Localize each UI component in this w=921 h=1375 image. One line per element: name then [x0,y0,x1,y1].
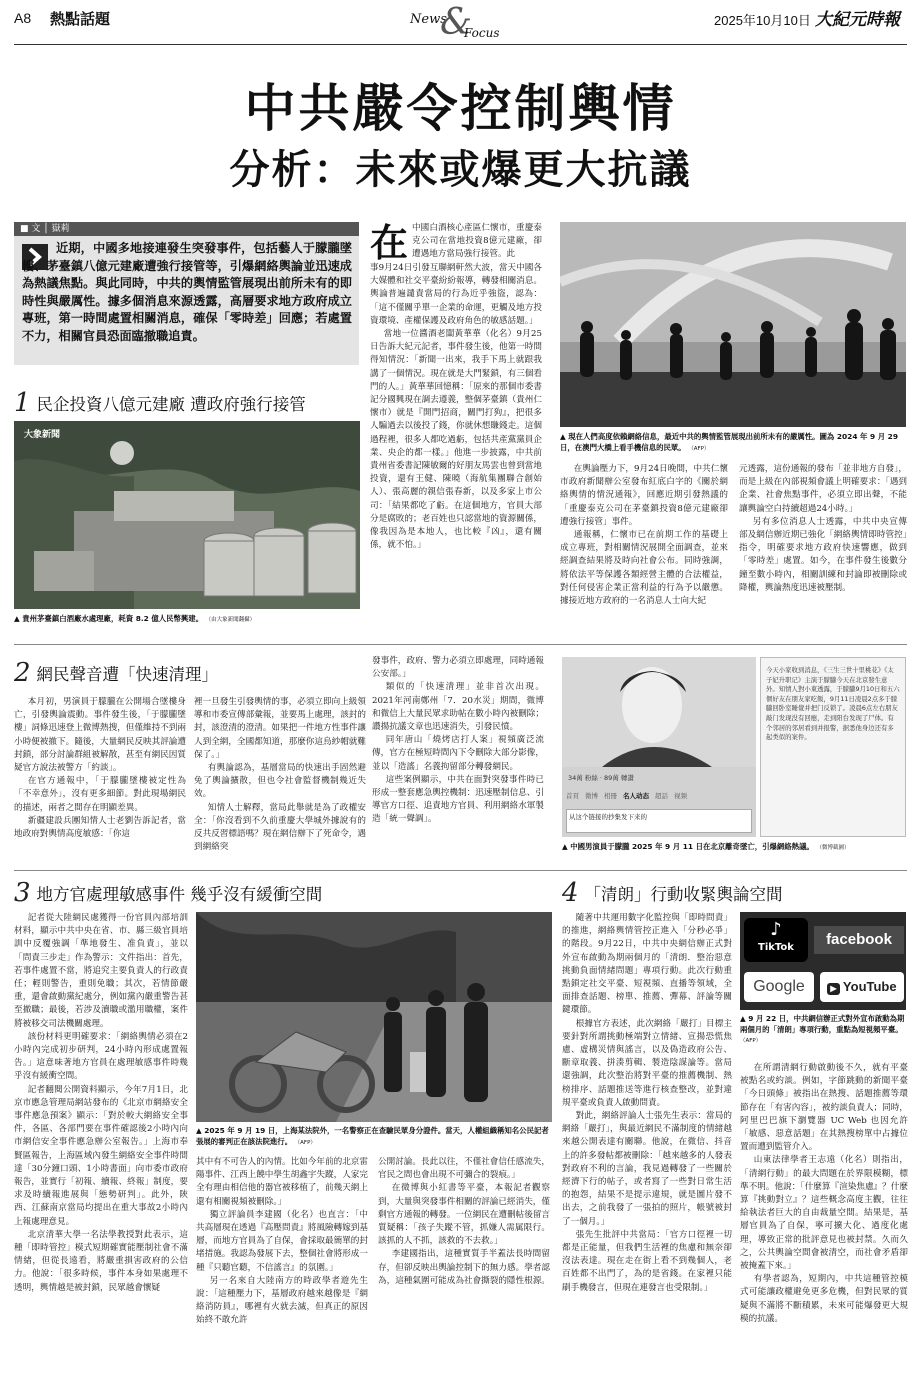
s4-column-2 [740,1062,908,1362]
s3-col1-p3: 記者翻閱公開資料顯示，今年7月1日，北京市應急管理局網站發布的《北京市網絡安全事件應急預案》顯示：「對於較大網絡安全事件，各區、各部門要在事件確認後2小時內向市網信安全事件應急辦公室報告。」上海市奉賢區報告，上海區域內發生網絡安全事件時間達「30分鐘口頭、1小時書面」向市委市政府報告，並實行「初報、續報、終報」制度，要求及時續報進展與「態勢研判」。此外，陝西、江蘇南京當局均提出在重大事故2小時內上報處理意見。 [14,1084,188,1227]
s3-col3-p2: 在微博與小紅書等平臺，本報記者觀察到，大量與突發事件相關的評論已經消失，僅剩官方通報的轉發。一位網民在遭刪帖後留言質疑稱：「孩子失蹤不管，抓嫌人需属限行。該抓的人不抓，該救的不去救。」 [378,1183,550,1247]
s3-col1-p2: 該份材料更明確要求：「網絡輿情必須在2小時內完成初步研判，24小時內形成處置報告。」這意味著地方官員在處理敏感事件時幾乎沒有緩衝空間。 [14,1031,188,1082]
section-2-title: 網民聲音遭「快速清理」 [36,665,219,684]
s3-column-3 [378,1156,550,1362]
logo-news: News [410,12,447,27]
section-divider-1 [14,644,907,645]
facebook-logo: facebook [814,926,904,954]
weibo-post-text: 今天小家收到消息，《三生三世十里桃花》《太子妃升职记》主演于朦朧今天在北京發生意外。知情人對小東透露，于朦朧9月10日和五六個好友在朋友家吃飯，9月11日凌晨2点多于朦朧回卧室睡覺并把门反锁了。凌晨6点左右朋友敲门发现没有回應，走到阳台发现了尸体。有个邻居的邻居看到并报警，据悉他身边还有多起类似的案件。 [766,666,900,742]
weibo-tab-weibo[interactable]: 微博 [585,792,598,800]
header-rule [14,44,907,45]
s2-col1-p2: 在官方通報中，「于朦朧墜樓被定性為「不幸意外」，沒有更多細節。對此現場網民的描述，兩者之間存在明顯差異。 [14,776,186,813]
section-3-title: 地方官處理敏感事件 幾乎沒有緩衝空間 [36,885,323,904]
s3-col3-p1: 公開討論。長此以往，不僅社會信任感流失，官民之間也會出現不可彌合的裂痕。」 [378,1157,550,1181]
section-2-number: 2 [14,660,31,686]
weibo-link-box [566,809,752,833]
sub-headline: 分析：未來或爆更大抗議 [229,147,692,193]
byline-square-icon: ■ [20,224,32,234]
s2-col2-p1: 裡一旦發生引發輿情的事，必須立即向上級領導和市委宣傳部彙報，並要馬上處理，該封的封，該澄清的澄清。如果把一件地方性事件讓人到全網，全國都知道，那麼你這烏紗帽就難保了。」 [194,697,366,760]
header-page-number: A8 [14,10,32,26]
s2-col3-p2: 類似的「快速清理」並非首次出現。2021年河南鄭州「7．20水災」期間，微博和微信上大量民眾求助帖在數小時內被刪除；讚揚抗議文章也迅速消失，引發民憤。 [372,682,544,733]
weibo-profile-stats: 34萬 粉絲 · 89萬 轉讚 [568,774,634,782]
section-1-heading [14,390,364,416]
header-date: 2025年10月10日 [714,13,811,28]
tiktok-label: TikTok [758,942,794,953]
youtube-play-icon: ▶ [827,983,839,995]
byline-author: │ 嶽莉 [43,224,70,234]
s3-col3-p3: 李建國指出，這種實質手半蓋法長時間留存，但卻反映出輿論控制下的無力感。學者認為，這種氣圍可能成為社會撕裂的隱性根源。 [378,1249,550,1286]
lead-text: 近期，中國多地接連發生突發事件，包括藝人于朦朧墜樓、茅臺鎮八億元建廠遭強行接管等，引爆網絡輿論並迅速成為熱議焦點。與此同時，中共的輿情監管展現出前所未有的即時性與嚴厲性。據多個消息來源透露，高層要求地方政府成立專班，第一時間處置相關消息，確保「零時差」回應；若處置不力，相關官員恐面臨撤職追責。 [22,241,352,343]
intro-dropcap: 在 [370,220,409,265]
section-3-number: 3 [14,880,31,906]
factory-caption: ▲ 貴州茅臺鎮白酒廠水處理廠，耗資 8.2 億人民幣興建。 （由大象新聞翻攝） [14,614,256,623]
s3-column-1 [14,912,188,1362]
s3-col2-p1: 其中有不可告人的內情。比如今年前的北京雷陽事件、江西上饒中學生胡鑫宇失蹤，人家完全有理由相信他的器官被移植了，前幾天網上還有相關視頻被刪除。」 [196,1157,368,1207]
section-1-title: 民企投資八億元建廠 遭政府強行接管 [36,395,306,414]
section-divider-2 [14,870,907,871]
youtube-logo [820,972,904,1002]
paper-name-logo: 大紀元時報 [815,10,900,30]
s3-col1-p4: 北京清華大學一名法學教授對此表示，這種「即時管控」模式短期確實能壓制社會不滿情緒，但從長遠看，將嚴重損害政府的公信力。他說：「很多時候，事件本身如果處理不透明，輿情越是被封鎖，民眾越會懷疑 [14,1229,188,1293]
logo-focus: Focus [464,26,500,40]
header-section-name: 熱點話題 [50,10,111,28]
s2-col3-p4: 這些案例顯示，中共在面對突發事件時已形成一整套應急輿控機制：迅速壓制信息、引導官方口徑、追責地方官員、利用網絡水軍製造「統一聲調」。 [372,774,544,825]
s4-col1-p1: 隨著中共運用數字化監控與「即時問責」的推進，網絡輿情管控正進入「分秒必爭」的階段。9月22日，中共中央網信辦正式對外宣布啟動為期兩個月的「清朗．整治惡意挑動負面情緒問題」專項行動。此次行動重點鎖定社交平臺、短視頻、直播等領域，全面排查話題、榜單、推薦、彈幕、評論等關鍵環節。 [562,913,732,1016]
section-4-heading [562,880,908,906]
col-right-a-p2: 通報稱，仁懷市已在前期工作的基礎上成立專班，對相關情況展開全面調查，並來經調查結果將及時向社會公布。同時強調，將依法平等保護各類經營主體的合法權益，對任何侵害企業正當利益的行為予以嚴懲。據接近地方政府的一名消息人士向大紀 [560,530,728,607]
actor-photo [562,657,756,837]
weibo-tab-topic[interactable]: 超話 [655,792,668,800]
section-4-number: 4 [562,880,579,906]
news-focus-logo [410,2,510,46]
factory-watermark: 大象新聞 [24,430,61,440]
s4-col2-p2: 山東法律學者王志遠（化名）則指出，「清網行動」的最大問題在於界限模糊，標準不明。他說：「什麼算『渲染焦慮』？什麼算『挑動對立』？這些概念高度主觀，往往給執法者巨大的自由裁量空間。結果是，基層官員為了自保，寧可擴大化、過度化處理，導致正常的批評意見也被封禁。久而久之，公共輿論空間會被清空，而社會矛盾卻被掩蓋下來。」 [740,1155,908,1272]
section-4-title: 「清朗」行動收緊輿論空間 [584,885,783,904]
weibo-tab-video[interactable]: 视频 [674,792,687,800]
police-photo [196,912,552,1122]
factory-photo [14,421,360,609]
tiktok-logo [744,918,808,962]
logo-ampersand: & [440,2,473,43]
s2-column-2 [194,696,366,861]
s2-col3-p1: 發事件，政府、警力必須立即處理，同時通報公安部。」 [372,656,544,680]
s4-col2-p3: 有學者認為，短期內，中共這種管控模式可能讓政權避免更多危機，但對民眾的質疑與不滿將不斷積累，未來可能爆發更大規模的抗議。 [740,1274,908,1324]
s2-col3-p3: 同年唐山「燒烤店打人案」視頻廣泛流傳，官方在極短時間內下令刪除大部分影像，並以「造謠」名義拘留部分轉發網民。 [372,735,544,772]
col-right-b-p1: 元透露，這份通報的發布「並非地方自發」，而是上級在內部視頻會議上明確要求：「遇到企業、社會焦點事件，必須立即出聲，不能讓輿論空白持續超過24小時。」 [739,464,907,514]
s3-col1-p1: 記者從大陸網民處獲得一份官員內部培訓材料，顯示中共中央在省、市、縣三級官員培訓中反覆強調「準地發生、准負責」，並以「問責三步走」作為警示：文件指出：首先，若事件處置不當，將追究主要負責人的行政責任；輕則警告，重則免職；其次，若情節嚴重，還會啟動黨紀處分，例如黨內嚴重警告甚至撤職；最後，若涉及瀆職或濫用職權，案件將被移交司法機關處理。 [14,913,188,1029]
byline-label: 文 [31,224,41,234]
intro-first-continued: 事9月24日引發互聯網軒然大波，當天中國各大媒體和社交平臺紛紛報導，轉發相關消息。輿論普遍譴責當局的行為近乎強盜，認為：「這不僅關乎單一企業的命運，更觸及地方投資環境、產權保護及政府角色的敏感話題。」 [370,263,542,326]
s2-column-1 [14,696,186,861]
s3-col2-p2: 獨立評論員李建國（化名）也直言：「中共高層現在透過『高壓問責』將風險轉嫁到基層，而地方官員為了自保，會採取最簡單的封堵措施。我認為發展下去，整個社會將形成一種『只聽官聽，不信謠言』的氛圍。」 [196,1209,368,1273]
police-caption: ▲ 2025 年 9 月 19 日，上海某法院外，一名警察正在查驗民眾身分證件。當天，人權組織稱知名公民記者張展的審判正在該法院進行。 （AFP） [196,1126,549,1146]
right-column-a [560,463,728,626]
main-headline: 中共嚴令控制輿情 [244,80,677,139]
s4-col1-p4: 張先生批評中共當局：「官方口徑裡一切都是正能量，但我們生活裡的焦慮和無奈卻沒法表達。現在走在街上看不到幾個人，老百姓都不出門了，為的是省錢。在家裡只能刷手機發言，但現在連發言也受限制。」 [562,1229,732,1293]
s4-column-1 [562,912,732,1362]
apps-photo [740,912,906,1010]
s3-col2-p3: 另一名來自大陸南方的時政學者遊先生說：「這種壓力下，基層政府越來越像是『網絡消防員』，哪裡有火就去滅，但真正的原因始終不敢允許 [196,1275,368,1326]
section-1-number: 1 [14,390,31,416]
s2-col1-p1: 本月初，男演員于朦朧在公開場合墜樓身亡，引發輿論震動。事件發生後，「于朦朧墜樓」詞條迅速登上微博熱搜，但僅維持不到兩小時便被撤下。隨後，大量網民反映其評論遭封鎖，部分討論群組被解散，甚至有網民因質疑官方說法被警方「約談」。 [14,697,186,774]
actor-caption: ▲ 中國男演員于朦朧 2025 年 9 月 11 日在北京離奇墜亡，引爆網絡熱議。 （微博截圖） [562,842,850,851]
crowd-caption: ▲ 現在人們高度依賴網絡信息，最近中共的輿情監管展現出前所未有的嚴厲性。圖為 2024 年 9 月 29 日，在澳門大橋上看手機信息的民眾。 （AFP） [560,432,898,452]
col-right-a-p1: 在輿論壓力下，9月24日晚間，中共仁懷市政府新聞辦公室發布紅底白字的《關於網絡輿情的情況通報》，回應近期引發熱議的「重慶泰克公司在茅臺鎮投資8億元建廠卻遭強行接管」事件。 [560,464,728,527]
s2-col1-p3: 新疆建設兵團知情人士老劉告訴記者，當地政府對輿情高度敏感：「你這 [14,815,186,840]
weibo-post-header: 从这个链接的抄集发下来的 [569,813,647,821]
s4-col2-p1: 在所謂清網行動啟動後不久，就有平臺被點名或約談。例如，字節跳動的新聞平臺「今日頭條」被指出在熱搜、話題推薦等環節存在「有害內容」，被約談負責人；同時，阿里巴巴旗下瀏覽器 UC Web 也因允許「敏感、惡意話題」在其熱搜榜單中占據位置而遭到監管介入。 [740,1063,908,1153]
s2-col2-p2: 有輿論認為，基層當局的快速出手固然避免了輿論擴散，但也令社會監督機制幾近失效。 [194,763,366,800]
tiktok-note-icon: ♪ [770,919,782,940]
weibo-tabs [566,791,754,800]
section-3-heading [14,880,554,906]
weibo-tab-home[interactable]: 首頁 [566,792,579,800]
weibo-tab-album[interactable]: 相冊 [604,792,617,800]
s2-col2-p3: 知情人士解釋，當局此舉就是為了政權安全：「你沒看到不久前重慶大學城外據說有的反共反習標語嗎？現在網信辦下了死命令，遇到網絡突 [194,802,366,853]
s4-col1-p2: 根據官方表述，此次網絡「嚴打」目標主要針對所謂挑動極端對立情緒、宣揚恐慌焦慮、虛構災情與謠言，以及偽造政府公告、斷章取義、拼湊剪輯、製造陰謀論等。當局還強調，此次整治將對平臺的推薦機制、熱榜排序、話題推送等進行核查整改，並對違規平臺或負責人啟動問責。 [562,1018,732,1108]
intro-first-paragraph: 中國白酒核心產區仁懷市，重慶泰克公司在當地投資8億元建廠，卻遭遇地方當局強行接管。此 [412,223,542,260]
youtube-label: YouTube [842,979,897,994]
byline [14,222,359,236]
google-logo: Google [744,972,814,1002]
apps-caption: ▲ 9 月 22 日，中共網信辦正式對外宣布啟動為期兩個月的「清朗」專項行動，重點為短視頻平臺。 （AFP） [740,1014,905,1044]
intro-body [370,262,542,626]
s2-column-3 [372,655,544,861]
crowd-photo [560,222,906,427]
weibo-tab-celeb[interactable]: 名人动态 [623,792,649,800]
right-column-b [739,463,907,626]
intro-paragraph-2: 當地一位醬酒老闆黃華華（化名）9月25日告訴大紀元記者，事件發生後，他第一時間得知情況：「新聞一出來，我手下馬上就跟我講了一個情況。現在就是大門緊鎖，有三個看門的人。」黃華華回憶稱：「原來的那個市委書記分國興現在調去遵義，整個茅臺鎮（貴州仁懷市）就是『開門招商，關門打狗』，把很多人騙過去以後投了錢，你就休想賺錢走。這個過程裡，很多人都吃過虧，包括共產黨黨員企業、央企的都一樣。」他進一步披露，中共前貴州省委書記陳敏爾的好朋友馬雲也曾到當地投資，還有王健、陳曉（海航集團聯合創始人）、張高麗的親信張春新，以及多家上市公司：「結果都吃了虧。在這個地方，官員大部分是腐敗的；老百姓也只認當地的資源關係，像我因為是本地人，也比較『凶』，還有關係，就不怕。」 [370,329,542,551]
weibo-post-screenshot [760,657,906,837]
section-2-heading [14,660,364,686]
s4-col1-p3: 對此，網絡評論人士張先生表示：當局的網絡「嚴打」，與最近網民不滿制度的情緒越來越公開表達有關聯。他說，在微信、抖音上的許多發帖都被刪除：「越來越多的人發表對政府不利的言論，我見過轉發了一些關於經濟下行的帖子，或者寫了一些對日常生活的抱怨，結果不是提示違規，就是圖片發不出去，之前我發了一張拍的照片，帳號被封了一個月。」 [562,1111,732,1227]
col-right-b-p2: 另有多位消息人士透露，中共中央宣傳部及網信辦近期已強化「網絡輿情即時管控」指令，明確要求地方政府快速響應，做到「零時差」處置。如今，在事件發生後數分鐘至數小時內，相關訓練和封論即被刪除或降權，輿論熱度迅速被壓制。 [739,516,907,593]
s3-column-2 [196,1156,368,1362]
